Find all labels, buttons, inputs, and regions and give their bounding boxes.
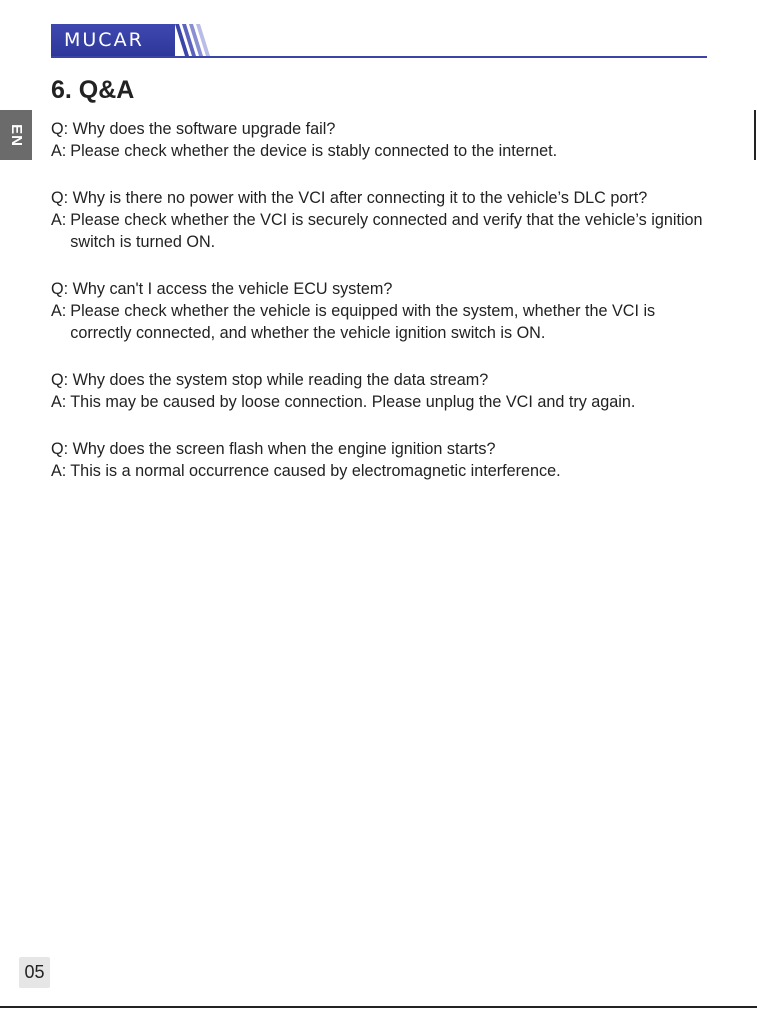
qa-answer-prefix: A: <box>51 393 67 411</box>
footer-divider <box>0 1006 757 1008</box>
qa-answer-prefix: A: <box>51 211 67 229</box>
qa-answer-text: This is a normal occurrence caused by electromagnetic interference. <box>70 462 561 480</box>
qa-item <box>51 118 713 162</box>
qa-answer-text: This may be caused by loose connection. Please unplug the VCI and try again. <box>70 393 636 411</box>
page-number: 05 <box>19 957 50 988</box>
page-title: 6. Q&A <box>51 76 135 104</box>
brand-logo <box>51 24 175 56</box>
qa-question: Q: Why can't I access the vehicle ECU system? <box>51 280 393 298</box>
language-tab <box>0 110 32 160</box>
qa-answer-text: Please check whether the vehicle is equipped with the system, whether the VCI is correctly connected, and whether the vehicle ignition switch is ON. <box>70 302 656 342</box>
qa-answer <box>51 140 713 162</box>
qa-item <box>51 369 713 413</box>
brand-logo-text: MUCAR <box>64 29 144 51</box>
qa-answer-prefix: A: <box>51 142 67 160</box>
language-tab-label: EN <box>7 123 25 147</box>
qa-question: Q: Why is there no power with the VCI after connecting it to the vehicle’s DLC port? <box>51 189 648 207</box>
page-edge-marker <box>754 110 756 160</box>
qa-answer <box>51 460 713 482</box>
qa-item <box>51 278 713 344</box>
qa-answer-prefix: A: <box>51 302 67 320</box>
qa-answer <box>51 209 713 253</box>
header-divider <box>51 56 707 58</box>
qa-answer-text: Please check whether the device is stably connected to the internet. <box>70 142 558 160</box>
qa-answer <box>51 391 713 413</box>
qa-item <box>51 187 713 253</box>
qa-answer-prefix: A: <box>51 462 67 480</box>
qa-list <box>51 118 713 507</box>
page-header <box>51 24 707 58</box>
qa-question: Q: Why does the system stop while reading the data stream? <box>51 371 489 389</box>
qa-question: Q: Why does the screen flash when the engine ignition starts? <box>51 440 496 458</box>
qa-question: Q: Why does the software upgrade fail? <box>51 120 336 138</box>
qa-answer-text: Please check whether the VCI is securely connected and verify that the vehicle’s ignition switch is turned ON. <box>70 211 703 251</box>
qa-answer <box>51 300 713 344</box>
qa-item <box>51 438 713 482</box>
brand-stripes-icon <box>169 24 213 56</box>
